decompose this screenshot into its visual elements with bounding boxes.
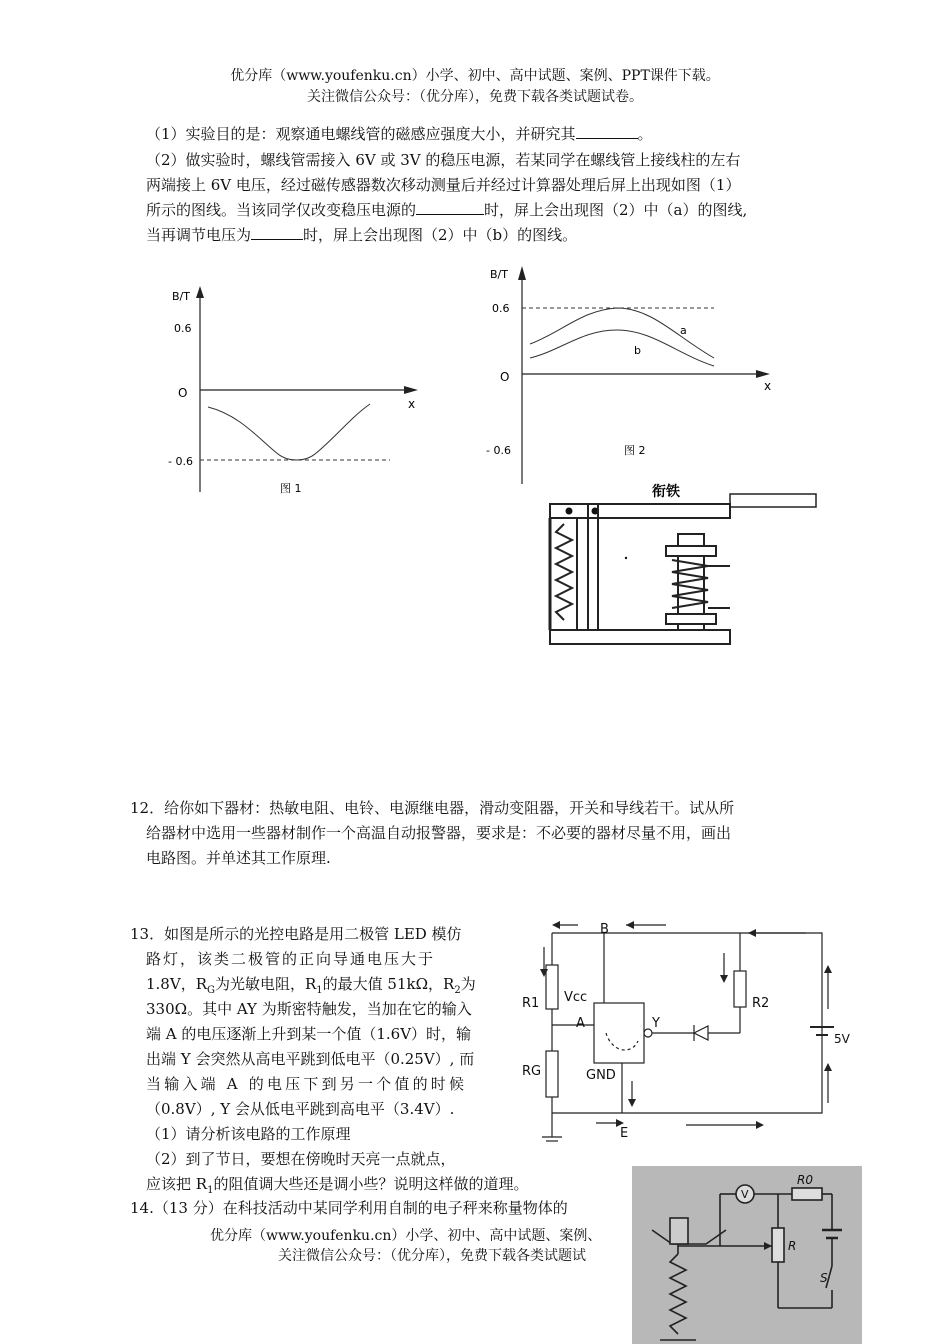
weight-block bbox=[670, 1218, 688, 1244]
header-line-2: 关注微信公众号：（优分库），免费下载各类试题试卷。 bbox=[307, 89, 643, 105]
q11-text: 当再调节电压为 bbox=[146, 226, 252, 244]
q12-line3: 电路图。并单述其工作原理. bbox=[146, 849, 331, 867]
electronic-scale-diagram bbox=[632, 1166, 862, 1344]
q12-line2: 给器材中选用一些器材制作一个高温自动报警器，要求是：不必要的器材尽量不用，画出 bbox=[146, 824, 732, 842]
supply-voltage-label: 5V bbox=[834, 1032, 850, 1046]
answer-blank[interactable] bbox=[576, 122, 638, 139]
r1-label: R1 bbox=[522, 996, 540, 1011]
origin-label: O bbox=[178, 386, 188, 400]
resistor-r0 bbox=[792, 1188, 822, 1200]
q13-line5: 端 A 的电压逐渐上升到某一个值（1.6V）时，输 bbox=[146, 1025, 472, 1043]
r2-label: R2 bbox=[752, 996, 770, 1011]
y-axis-arrow-icon bbox=[518, 266, 526, 280]
q13-line1: 13．如图是所示的光控电路是用二极管 LED 模仿 bbox=[130, 925, 462, 943]
dot bbox=[625, 557, 627, 559]
q13-line9: （1）请分析该电路的工作原理 bbox=[146, 1125, 351, 1143]
q13-line6: 出端 Y 会突然从高电平跳到低电平（0.25V）, 而 bbox=[146, 1050, 475, 1068]
switch-label: S bbox=[820, 1271, 828, 1285]
x-axis-arrow-icon bbox=[756, 370, 770, 378]
subscript: 1 bbox=[207, 1185, 214, 1196]
coil-flange bbox=[666, 614, 716, 624]
curve bbox=[208, 404, 370, 460]
q11-part1-end: 。 bbox=[637, 125, 653, 143]
q11-text: 时，屏上会出现图（2）中（b）的图线。 bbox=[303, 226, 578, 244]
origin-label: O bbox=[500, 370, 510, 384]
light-control-circuit bbox=[516, 915, 856, 1147]
q13-text: 的阻值调大些还是调小些？说明这样做的道理。 bbox=[213, 1175, 529, 1193]
q13-line10: （2）到了节日，要想在傍晚时天亮一点就点， bbox=[146, 1150, 456, 1168]
q11-part1 bbox=[146, 122, 653, 147]
q13-text: 1.8V，R bbox=[146, 975, 207, 993]
figure-caption: 图 2 bbox=[624, 444, 646, 457]
q13-text: 的最大值 51kΩ，R bbox=[322, 975, 455, 993]
tick-label-pos: 0.6 bbox=[492, 302, 510, 315]
node-b-label: B bbox=[600, 922, 609, 937]
q11-part2-line4 bbox=[146, 223, 577, 248]
top-beam bbox=[550, 504, 730, 518]
voltmeter-label: V bbox=[741, 1188, 749, 1201]
q14-line1: 14.（13 分）在科技活动中某同学利用自制的电子秤来称量物体的 bbox=[130, 1199, 568, 1217]
armature-label: 衔铁 bbox=[652, 484, 680, 500]
curve-a-label: a bbox=[680, 324, 687, 337]
wire-loop bbox=[552, 933, 822, 1113]
node-a-label: A bbox=[576, 1016, 585, 1031]
q12-line1: 12．给你如下器材：热敏电阻、电铃、电源继电器，滑动变阻器，开关和导线若干。试从所 bbox=[130, 799, 735, 817]
answer-blank[interactable] bbox=[416, 198, 484, 215]
resistor-rg bbox=[546, 1051, 558, 1097]
arrow-up-icon bbox=[824, 1063, 832, 1071]
schmitt-trigger bbox=[594, 1003, 644, 1063]
r0-label: R0 bbox=[797, 1173, 813, 1187]
coil-flange bbox=[666, 546, 716, 556]
tick-label-neg: - 0.6 bbox=[168, 455, 193, 468]
curve-b-label: b bbox=[634, 344, 641, 357]
q13-text: 应该把 R bbox=[146, 1175, 208, 1193]
rheostat-r bbox=[772, 1228, 784, 1262]
arrow-left-icon bbox=[552, 921, 560, 929]
subscript: G bbox=[206, 985, 215, 996]
resistor-r2 bbox=[734, 971, 746, 1007]
subscript: 2 bbox=[454, 985, 461, 996]
q13-line8: （0.8V）, Y 会从低电平跳到高电平（3.4V）. bbox=[146, 1100, 455, 1118]
q11-text: 时，屏上会出现图（2）中（a）的图线, bbox=[484, 201, 748, 219]
q13-line4: 330Ω。其中 AY 为斯密特触发，当加在它的输入 bbox=[146, 1000, 472, 1018]
subscript: 1 bbox=[316, 985, 323, 996]
q11-part2-line3 bbox=[146, 198, 747, 223]
arrow-up-icon bbox=[824, 965, 832, 973]
x-axis-label: x bbox=[408, 397, 416, 411]
relay-diagram bbox=[540, 478, 825, 650]
y-axis-label: B/T bbox=[172, 290, 190, 303]
y-axis-arrow-icon bbox=[196, 286, 204, 298]
tick-label-neg: - 0.6 bbox=[486, 444, 511, 457]
rg-label: RG bbox=[522, 1064, 542, 1079]
tick-label-pos: 0.6 bbox=[174, 322, 192, 335]
x-axis-label: x bbox=[764, 379, 772, 393]
figure-caption: 图 1 bbox=[280, 482, 302, 495]
x-axis-arrow-icon bbox=[404, 386, 418, 394]
output-node bbox=[644, 1029, 652, 1037]
footer-line-2: 关注微信公众号：（优分库），免费下载各类试题试 bbox=[278, 1248, 586, 1264]
q13-text: 为光敏电阻，R bbox=[214, 975, 317, 993]
vcc-label: Vcc bbox=[564, 990, 588, 1005]
rheostat-label: R bbox=[788, 1239, 797, 1253]
q11-text: 所示的图线。当该同学仅改变稳压电源的 bbox=[146, 201, 417, 219]
figure-2-graph bbox=[482, 262, 782, 487]
q13-line2: 路灯，该类二极管的正向导通电压大于 bbox=[146, 950, 436, 968]
q11-part2-line1: （2）做实验时，螺线管需接入 6V 或 3V 的稳压电源，若某同学在螺线管上接线柱的左右 bbox=[146, 151, 741, 169]
gnd-label: GND bbox=[586, 1068, 616, 1083]
node-e-label: E bbox=[620, 1126, 629, 1141]
spring bbox=[556, 524, 572, 620]
arrow-down-icon bbox=[720, 975, 728, 983]
q13-text: 为 bbox=[460, 975, 476, 993]
node-y-label: Y bbox=[652, 1016, 660, 1031]
arrow-right-icon bbox=[756, 1121, 764, 1129]
armature-plate bbox=[730, 494, 816, 507]
arrow-down-icon bbox=[628, 1099, 636, 1107]
q11-part1-text: （1）实验目的是：观察通电螺线管的磁感应强度大小，并研究其 bbox=[146, 125, 576, 143]
figure-1-graph bbox=[160, 280, 430, 500]
answer-blank[interactable] bbox=[251, 223, 303, 240]
arrow-left-icon bbox=[748, 929, 756, 937]
q13-line7: 当输入端 A 的电压下到另一个值的时候 bbox=[146, 1075, 468, 1093]
bottom-beam bbox=[550, 630, 730, 644]
arrow-left-icon bbox=[626, 921, 634, 929]
footer-line-1: 优分库（www.youfenku.cn）小学、初中、高中试题、案例、 bbox=[210, 1228, 602, 1244]
q11-part2-line2: 两端接上 6V 电压，经过磁传感器数次移动测量后并经过计算器处理后屏上出现如图（1） bbox=[146, 176, 741, 194]
header-line-1: 优分库（www.youfenku.cn）小学、初中、高中试题、案例、PPT课件下载。 bbox=[230, 68, 720, 84]
led-diode-icon bbox=[694, 1026, 708, 1040]
y-axis-label: B/T bbox=[490, 268, 508, 281]
resistor-r1 bbox=[546, 965, 558, 1009]
pivot-dot-icon bbox=[566, 508, 573, 515]
